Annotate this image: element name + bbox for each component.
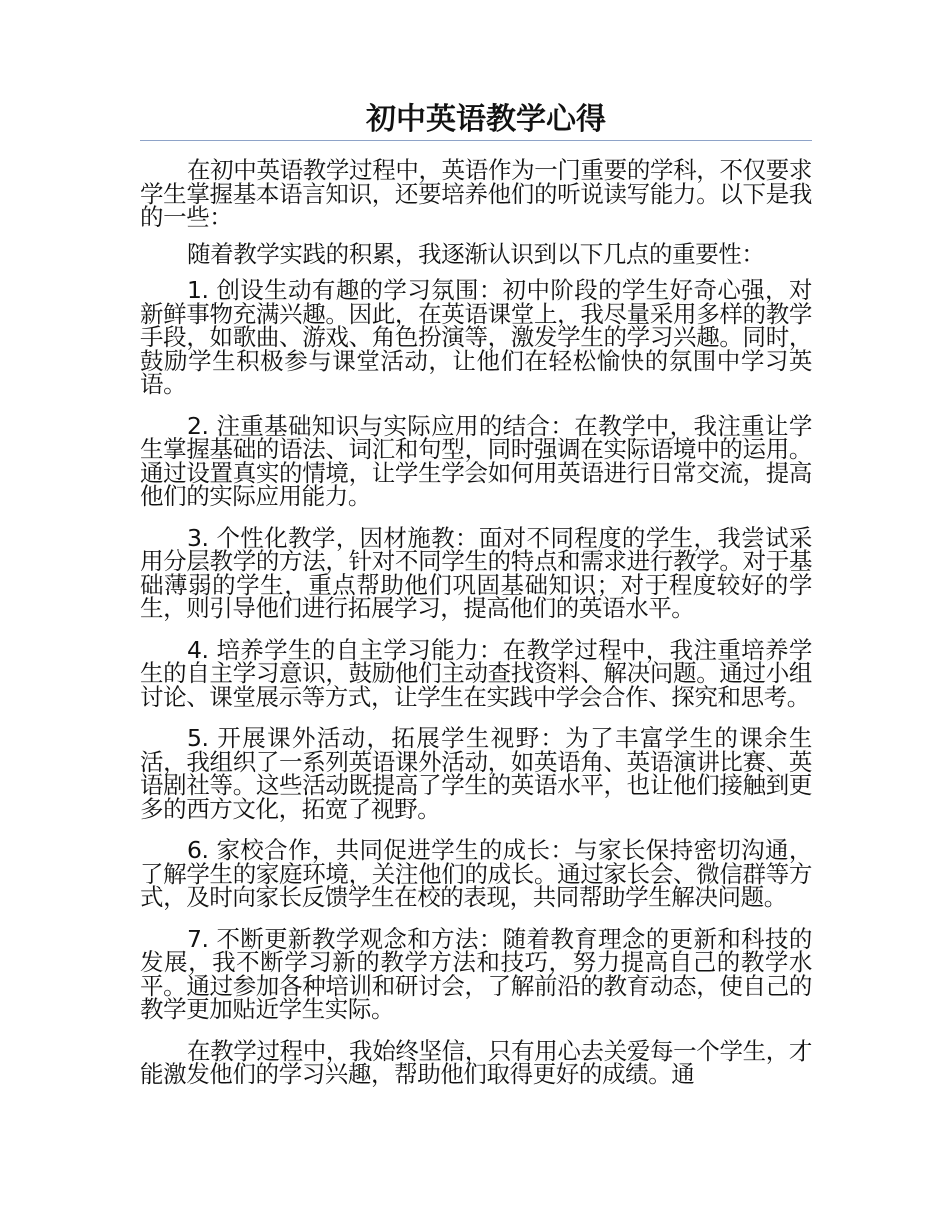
- paragraph-point-6: 6. 家校合作，共同促进学生的成长：与家长保持密切沟通，了解学生的家庭环境，关注他们的成长。通过家长会、微信群等方式，及时向家长反馈学生在校的表现，共同帮助学生解决问题。: [140, 836, 812, 911]
- paragraph-lead: 随着教学实践的积累，我逐渐认识到以下几点的重要性：: [187, 239, 765, 268]
- paragraph-point-1: 1. 创设生动有趣的学习氛围：初中阶段的学生好奇心强，对新鲜事物充满兴趣。因此，在英语课堂上，我尽量采用多样的教学手段，如歌曲、游戏、角色扮演等，激发学生的学习兴趣。同时，鼓励学生积极参与课堂活动，让他们在轻松愉快的氛围中学习英语。: [140, 276, 812, 398]
- paragraph-point-3: 3. 个性化教学，因材施教：面对不同程度的学生，我尝试采用分层教学的方法，针对不同学生的特点和需求进行教学。对于基础薄弱的学生，重点帮助他们巩固基础知识；对于程度较好的学生，则引导他们进行拓展学习，提高他们的英语水平。: [140, 523, 812, 622]
- document-title: 初中英语教学心得: [366, 102, 606, 137]
- document-page: [140, 100, 812, 1100]
- paragraph-point-2: 2. 注重基础知识与实际应用的结合：在教学中，我注重让学生掌握基础的语法、词汇和句型，同时强调在实际语境中的运用。通过设置真实的情境，让学生学会如何用英语进行日常交流，提高他们的实际应用能力。: [140, 411, 812, 510]
- paragraph-intro: 在初中英语教学过程中，英语作为一门重要的学科，不仅要求学生掌握基本语言知识，还要培养他们的听说读写能力。以下是我的一些：: [140, 156, 812, 231]
- paragraph-point-5: 5. 开展课外活动，拓展学生视野：为了丰富学生的课余生活，我组织了一系列英语课外活动，如英语角、英语演讲比赛、英语剧社等。这些活动既提高了学生的英语水平，也让他们接触到更多的西方文化，拓宽了视野。: [140, 724, 812, 823]
- paragraph-point-4: 4. 培养学生的自主学习能力：在教学过程中，我注重培养学生的自主学习意识，鼓励他们主动查找资料、解决问题。通过小组讨论、课堂展示等方式，让学生在实践中学会合作、探究和思考。: [140, 635, 812, 711]
- title-underline: [140, 140, 812, 141]
- paragraph-conclusion: 在教学过程中，我始终坚信，只有用心去关爱每一个学生，才能激发他们的学习兴趣，帮助他们取得更好的成绩。通: [140, 1036, 812, 1088]
- paragraph-point-7: 7. 不断更新教学观念和方法：随着教育理念的更新和科技的发展，我不断学习新的教学方法和技巧，努力提高自己的教学水平。通过参加各种培训和研讨会，了解前沿的教育动态，使自己的教学更加贴近学生实际。: [140, 924, 812, 1023]
